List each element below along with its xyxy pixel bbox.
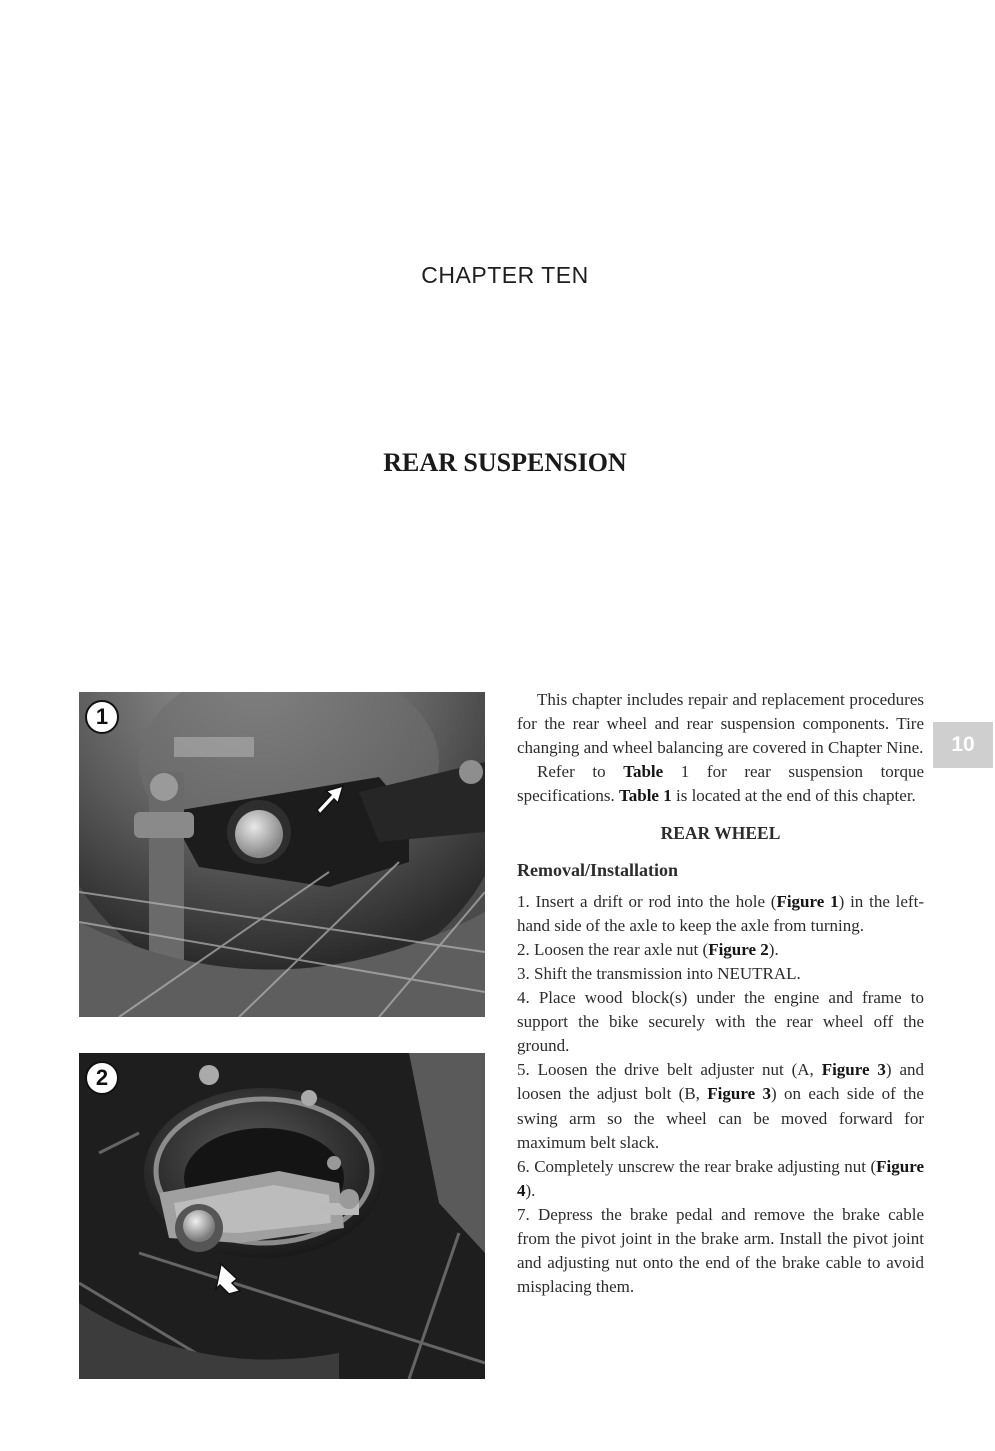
text-span: ). [768,939,779,959]
text-span: ). [525,1180,536,1200]
chapter-title: REAR SUSPENSION [383,448,627,477]
table-reference: Table [623,762,664,782]
figure-2-image [79,1053,485,1379]
figure-1-number: 1 [85,700,119,734]
step-2 [517,938,924,962]
intro-paragraph-2 [517,760,924,808]
chapter-tab: 10 [933,722,993,768]
text-span: Refer to [537,762,624,782]
text-span: ) on each side of the swing arm so the wheel can be moved forward for maximum belt slack. [517,1084,924,1152]
text-span: ) in the left-hand side of the axle to keep the axle from turning. [517,891,924,935]
subsection-heading: Removal/Installation [517,859,679,880]
step-4: 4. Place wood block(s) under the engine and frame to support the bike securely with the rear wheel off the ground. [517,988,924,1056]
figure-2-number: 2 [85,1061,119,1095]
figure-2-photo [79,1053,485,1379]
figure-1-image [79,692,485,1017]
intro-paragraph-1: This chapter includes repair and replacement procedures for the rear wheel and rear suspension components. Tire changing and wheel balancing are covered in Chapter Nine. [517,690,924,758]
body-text-column [517,688,924,1299]
text-span: is located at the end of this chapter. [671,786,916,806]
step-6 [517,1155,924,1203]
text-span: 1 for rear suspension torque specifications. [517,762,924,806]
chapter-label: CHAPTER TEN [421,262,589,288]
step-5 [517,1058,924,1154]
text-span: 2. Loosen the rear axle nut ( [517,939,709,959]
figure-reference: Figure 2 [708,939,769,959]
text-span: ) and loosen the adjust bolt (B, [517,1060,924,1104]
text-span: 1. Insert a drift or rod into the hole ( [517,891,777,911]
text-span: 5. Loosen the drive belt adjuster nut (A, [517,1060,822,1080]
section-heading: REAR WHEEL [660,823,781,844]
figure-reference: Figure 1 [776,891,839,911]
figure-reference: Figure 4 [517,1156,924,1200]
table-reference: Table 1 [618,786,672,806]
figure-reference: Figure 3 [821,1060,886,1080]
figure-reference: Figure 3 [707,1084,772,1104]
text-span: 6. Completely unscrew the rear brake adjusting nut ( [517,1156,877,1176]
step-3: 3. Shift the transmission into NEUTRAL. [517,963,801,983]
figure-1-photo [79,692,485,1017]
step-1 [517,890,924,938]
step-7: 7. Depress the brake pedal and remove the brake cable from the pivot joint in the brake arm. Install the pivot joint and adjusting nut onto the end of the brake cable to avoid misplacing them. [517,1204,924,1297]
